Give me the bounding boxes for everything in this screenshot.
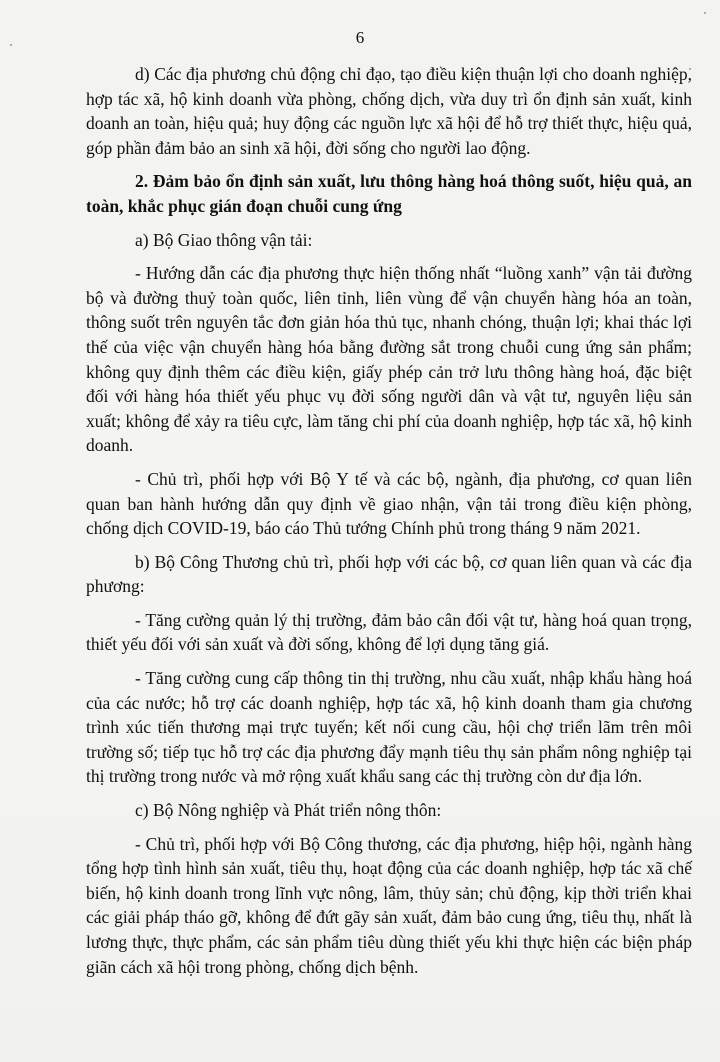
paragraph-agriculture-coordination: - Chủ trì, phối hợp với Bộ Công thương, các địa phương, hiệp hội, ngành hàng tổng hợp tình hình sản xuất, tiêu thụ, hoạt động của các doanh nghiệp, hợp tác xã chế biến, hộ kinh doanh trong lĩnh vực nông, lâm, thủy sản; chủ động, kịp thời triển khai các giải pháp tháo gỡ, không để đứt gãy sản xuất, đảm bảo cung ứng, tiêu thụ, nhất là lương thực, thực phẩm, các sản phẩm tiêu dùng thiết yếu khi thực hiện các biện pháp giãn cách xã hội trong phòng, chống dịch bệnh. bbox=[86, 833, 692, 977]
paragraph-market-information: - Tăng cường cung cấp thông tin thị trường, nhu cầu xuất, nhập khẩu hàng hoá của các nước; hỗ trợ các doanh nghiệp, hợp tác xã, hộ kinh doanh tham gia chương trình xúc tiến thương mại trực tuyến; kết nối cung cầu, hội chợ triển lãm trên môi trường số; tiếp tục hỗ trợ các địa phương đẩy mạnh tiêu thụ sản phẩm nông nghiệp tại thị trường trong nước và mở rộng xuất khẩu sang các thị trường còn dư địa lớn. bbox=[86, 668, 692, 787]
paragraph-market-management: - Tăng cường quản lý thị trường, đảm bảo cân đối vật tư, hàng hoá quan trọng, thiết yếu đối với sản xuất và đời sống, không để lợi dụng tăng giá. bbox=[86, 609, 692, 655]
subsection-b-title: b) Bộ Công Thương chủ trì, phối hợp với các bộ, cơ quan liên quan và các địa phương: bbox=[86, 551, 692, 597]
section-heading-2: 2. Đảm bảo ổn định sản xuất, lưu thông hàng hoá thông suốt, hiệu quả, an toàn, khắc phục gián đoạn chuỗi cung ứng bbox=[86, 171, 692, 216]
document-body bbox=[86, 62, 692, 988]
paragraph-green-lane: - Hướng dẫn các địa phương thực hiện thống nhất “luồng xanh” vận tải đường bộ và đường thuỷ toàn quốc, liên tỉnh, liên vùng để vận chuyển hàng hóa an toàn, thông suốt trên nguyên tắc đơn giản hóa thủ tục, nhanh chóng, thuận lợi; khai thác lợi thế của việc vận chuyển hàng hóa bằng đường sắt trong chuỗi cung ứng sản phẩm; không quy định thêm các điều kiện, giấy phép cản trở lưu thông hàng hoá, đặc biệt đối với hàng hóa thiết yếu phục vụ đời sống người dân và vật tư, nguyên liệu sản xuất; không để xảy ra tiêu cực, làm tăng chi phí của doanh nghiệp, hợp tác xã, hộ kinh doanh. bbox=[86, 263, 692, 456]
subsection-a-title: a) Bộ Giao thông vận tải: bbox=[135, 229, 313, 250]
page-number: 6 bbox=[355, 28, 365, 47]
paragraph-transport-guidance: - Chủ trì, phối hợp với Bộ Y tế và các bộ, ngành, địa phương, cơ quan liên quan ban hành hướng dẫn quy định về giao nhận, vận tải trong điều kiện phòng, chống dịch COVID-19, báo cáo Thủ tướng Chính phủ trong tháng 9 năm 2021. bbox=[86, 468, 692, 539]
subsection-c-title: c) Bộ Nông nghiệp và Phát triển nông thôn: bbox=[135, 800, 442, 821]
paragraph-local-authorities: d) Các địa phương chủ động chỉ đạo, tạo điều kiện thuận lợi cho doanh nghiệp, hợp tác xã, hộ kinh doanh vừa phòng, chống dịch, vừa duy trì ổn định sản xuất, kinh doanh an toàn, hiệu quả; huy động các nguồn lực xã hội để hỗ trợ thiết thực, hiệu quả, góp phần đảm bảo an sinh xã hội, đời sống cho người lao động. bbox=[86, 64, 692, 158]
scan-speck bbox=[704, 12, 706, 14]
